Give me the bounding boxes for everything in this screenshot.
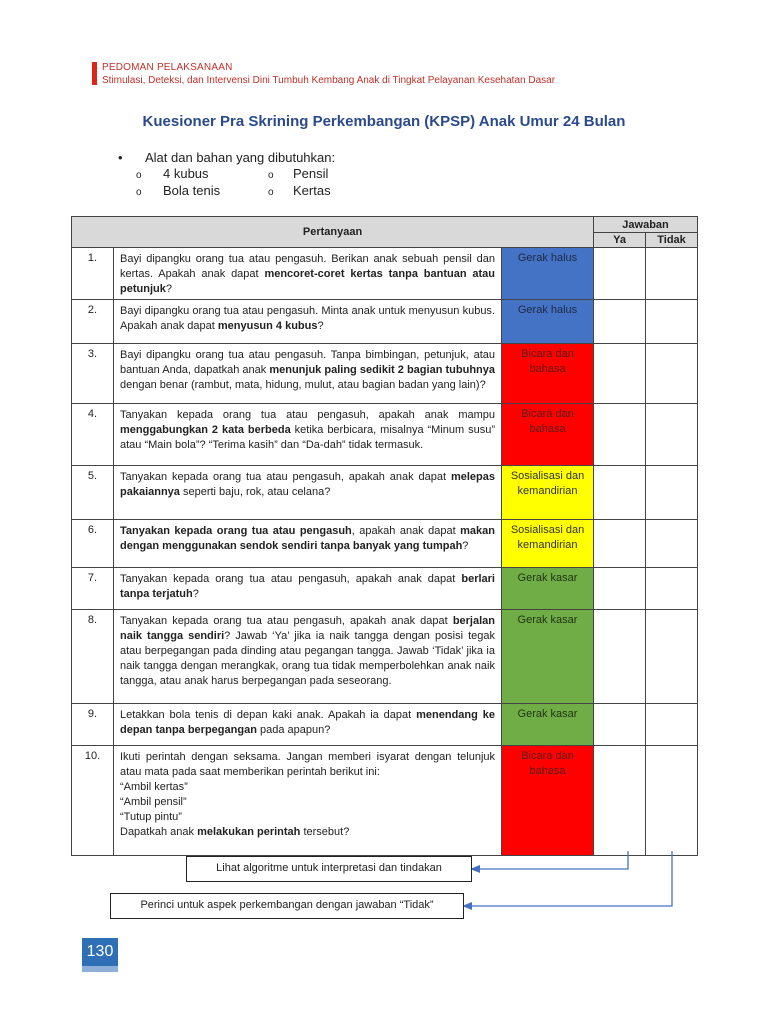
category-cell: Bicara dan bahasa: [502, 746, 594, 856]
question-emphasis: menyusun 4 kubus: [217, 320, 318, 332]
question-emphasis: menunjuk paling sedikit 2 bagian tubuhnya: [269, 364, 495, 376]
category-cell: Gerak kasar: [502, 568, 594, 610]
question-emphasis: melepas pakaiannya: [120, 471, 495, 498]
question-number: 7.: [72, 568, 114, 610]
question-emphasis: menendang ke depan tanpa berpegangan: [120, 709, 495, 736]
category-cell: Bicara dan bahasa: [502, 404, 594, 466]
category-cell: Gerak kasar: [502, 610, 594, 704]
question-segment: , apakah anak dapat: [351, 525, 461, 537]
category-cell: Gerak halus: [502, 248, 594, 300]
tools-label: Alat dan bahan yang dibutuhkan:: [145, 150, 336, 165]
column-header-question: Pertanyaan: [72, 217, 594, 248]
tool-item: Kertas: [293, 183, 331, 198]
no-connector-line: [470, 851, 672, 906]
question-number: 10.: [72, 746, 114, 856]
question-emphasis: melakukan perintah: [197, 826, 301, 838]
question-segment: ? Jawab ‘Ya’ jika ia naik tangga dengan posisi tegak atau berpegangan pada dinding atau pegangan tangga. Jawab ‘Tidak’ jika ia naik tangga dengan merangkak, orang tua tidak memperbolehkan anak naik tangga, atau anak harus berpegangan pada seseorang.: [120, 630, 495, 687]
yes-note-box: Lihat algoritme untuk interpretasi dan tindakan: [186, 856, 472, 882]
column-header-yes: Ya: [594, 233, 646, 248]
page-number-underline: [82, 966, 118, 972]
question-number: 3.: [72, 344, 114, 404]
question-segment: Ikuti perintah dengan seksama. Jangan memberi isyarat dengan telunjuk atau mata pada saat memberikan perintah berikut ini: “Ambil kertas” “Ambil pensil” “Tutup pintu” Dapatkah anak: [120, 751, 495, 838]
question-segment: Bayi dipangku orang tua atau pengasuh. Tanpa bimbingan, petunjuk, atau bantuan Anda, dapatkah anak: [120, 349, 495, 376]
question-emphasis: berjalan naik tangga sendiri: [120, 615, 495, 642]
question-segment: ?: [165, 283, 172, 295]
tool-item: 4 kubus: [163, 166, 209, 181]
header-title: PEDOMAN PELAKSANAAN: [102, 62, 233, 73]
question-number: 5.: [72, 466, 114, 520]
category-cell: Gerak kasar: [502, 704, 594, 746]
question-segment: Tanyakan kepada orang tua atau pengasuh, apakah anak dapat: [120, 615, 453, 627]
category-cell: Sosialisasi dan kemandirian: [502, 520, 594, 568]
category-cell: Sosialisasi dan kemandirian: [502, 466, 594, 520]
question-segment: Bayi dipangku orang tua atau pengasuh. Berikan anak sebuah pensil dan kertas. Apakah anak dapat: [120, 253, 495, 280]
question-number: 2.: [72, 300, 114, 344]
question-segment: ketika berbicara, misalnya “Minum susu” atau “Main bola”? “Terima kasih” dan “Da-dah” tidak termasuk.: [120, 424, 495, 451]
question-emphasis: berlari tanpa terjatuh: [120, 573, 495, 600]
question-emphasis: Tanyakan kepada orang tua atau pengasuh: [120, 525, 352, 537]
question-number: 8.: [72, 610, 114, 704]
column-header-no: Tidak: [646, 233, 698, 248]
question-segment: Tanyakan kepada orang tua atau pengasuh, apakah anak dapat: [120, 471, 451, 483]
tool-item: Bola tenis: [163, 183, 221, 198]
question-segment: Bayi dipangku orang tua atau pengasuh. Minta anak untuk menyusun kubus. Apakah anak dapat: [120, 305, 495, 332]
question-emphasis: menggabungkan 2 kata berbeda: [120, 424, 291, 436]
question-number: 1.: [72, 248, 114, 300]
bullet-icon: •: [118, 150, 123, 165]
question-segment: Tanyakan kepada orang tua atau pengasuh, apakah anak dapat: [120, 573, 462, 585]
circle-bullet-icon: o: [268, 187, 274, 198]
question-segment: tersebut?: [300, 826, 350, 838]
tool-item: Pensil: [293, 166, 329, 181]
header-subtitle: Stimulasi, Deteksi, dan Intervensi Dini Tumbuh Kembang Anak di Tingkat Pelayanan Kesehatan Dasar: [102, 75, 556, 86]
circle-bullet-icon: o: [136, 170, 142, 181]
question-segment: ?: [462, 540, 469, 552]
circle-bullet-icon: o: [268, 170, 274, 181]
question-segment: seperti baju, rok, atau celana?: [179, 486, 331, 498]
question-segment: ?: [317, 320, 324, 332]
question-segment: pada apapun?: [256, 724, 331, 736]
column-header-answer: Jawaban: [594, 217, 698, 233]
question-emphasis: mencoret-coret kertas tanpa bantuan atau petunjuk: [120, 268, 495, 295]
question-segment: Letakkan bola tenis di depan kaki anak. Apakah ia dapat: [120, 709, 417, 721]
yes-connector-line: [478, 851, 628, 869]
category-cell: Gerak halus: [502, 300, 594, 344]
question-segment: Tanyakan kepada orang tua atau pengasuh, apakah anak mampu: [120, 409, 495, 421]
question-number: 6.: [72, 520, 114, 568]
circle-bullet-icon: o: [136, 187, 142, 198]
question-number: 4.: [72, 404, 114, 466]
category-cell: Bicara dan bahasa: [502, 344, 594, 404]
question-segment: ?: [192, 588, 199, 600]
page-number: 130: [82, 938, 118, 966]
page-title: Kuesioner Pra Skrining Perkembangan (KPSP) Anak Umur 24 Bulan: [142, 113, 626, 130]
no-note-box: Perinci untuk aspek perkembangan dengan jawaban “Tidak”: [110, 893, 464, 919]
question-segment: dengan benar (rambut, mata, hidung, mulut, atau bagian badan yang lain)?: [120, 379, 486, 391]
question-emphasis: makan dengan menggunakan sendok sendiri tanpa banyak yang tumpah: [120, 525, 495, 552]
question-number: 9.: [72, 704, 114, 746]
